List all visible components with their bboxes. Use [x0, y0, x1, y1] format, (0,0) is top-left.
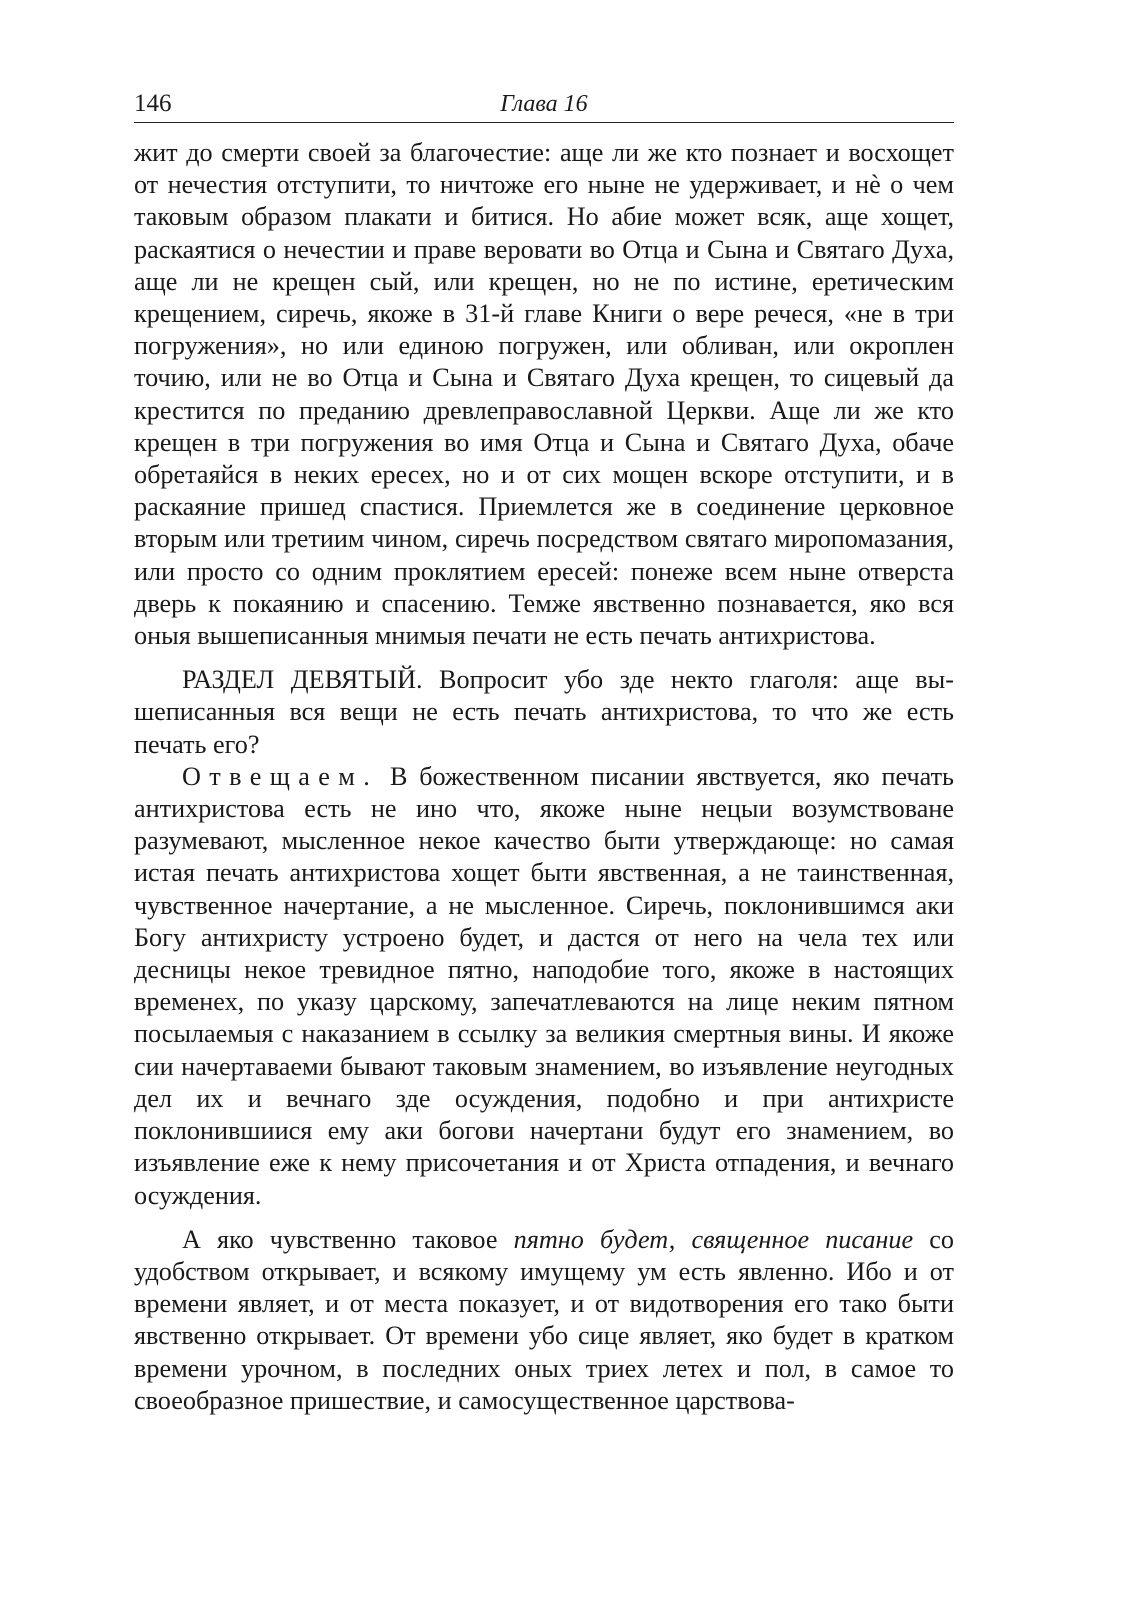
paragraph-4-italic: пятно будет, священное писание: [513, 1224, 914, 1254]
paragraph-4-text-a: А яко чувственно таковое: [182, 1224, 514, 1254]
section-heading: РАЗДЕЛ ДЕВЯТЫЙ.: [182, 665, 423, 695]
paragraph-4-text-b: со удобством открывает, и всякому имущему ум есть явленно. Ибо и от времени являет, и от места показует, и от видотворения его тако быти явственно открывает. От времени убо сице являет, яко будет в кратком времени урочном, в последних оных триех летех и пол, в самое то своеобразное пришествие, и самосущественное царствова-: [134, 1224, 955, 1415]
book-page: [134, 88, 954, 1417]
paragraph-1-text: жит до смерти своей за благочестие: аще ли же кто познает и восхощет от нечестия отступити, то ничтоже его ныне не удерживает, и нѐ о чем таковым образом плакати и битися. Но абие может всяк, аще хощет, раскаятися о нечестии и праве веровати во Отца и Сына и Святаго Духа, аще ли не крещен сый, или крещен, но не по истине, еретическим крещением, сиречь, якоже в 31-й главе Книги о вере речеся, «не в три погружения», но или единою погружен, или обливан, или окроплен точию, или не во Отца и Сына и Святаго Духа крещен, то сицевый да крестится по преданию древлеправославной Церкви. Аще ли же кто крещен в три погружения во имя Отца и Сына и Святаго Духа, обаче обретаяйся в неких ересех, но и от сих мощен вскоре отступити, и в раскаяние пришед спастися. Приемлется же в соединение церковное вторым или третиим чином, сиречь посредством святаго миропомазания, или просто со одним проклятием ересей: понеже всем ныне отверста дверь к покаянию и спасению. Темже явственно познавается, яко вся оныя вышеписанныя мнимыя печати не есть печать антихристова.: [134, 138, 954, 651]
paragraph-4: [134, 1224, 954, 1417]
page-number: 146: [134, 90, 172, 117]
running-head: [134, 88, 954, 123]
paragraph-2: [134, 664, 954, 761]
paragraph-3-text: В божественном писании явствуется, яко печать антихристова есть не ино что, якоже ныне нецыи возумствоване разумевают, мысленное некое качество быти утверждающе: но самая истая печать антихристова хощет быти явственная, а не таинственная, чувственное начертание, а не мысленное. Сиречь, поклонившимся аки Богу антихристу устроено будет, и дастся от него на чела тех или десницы некое тревидное пятно, наподобие того, якоже в настоящих временех, по указу царскому, запечатлеваются на лице неким пятном посылаемыя с наказанием в ссылку за великия смертныя вины. И якоже сии начертаваеми бывают таковым знамением, во изъявление неугодных дел их и вечнаго зде осуждения, подобно и при антихристе поклонившиися ему аки богови начертани будут его знамением, во изъявление еже к нему присочетания и от Христа отпадения, и вечнаго осуждения.: [134, 761, 954, 1210]
chapter-title: Глава 16: [500, 91, 588, 117]
body-text: [134, 137, 954, 1417]
paragraph-2-text: Вопросит убо зде некто глаголя: аще вышеписанныя вся вещи не есть печать антихристова, то что же есть печать его?: [134, 665, 954, 759]
paragraph-3: [134, 761, 954, 1212]
answer-lead: Отвещаем.: [182, 761, 379, 791]
paragraph-1: [134, 137, 954, 652]
